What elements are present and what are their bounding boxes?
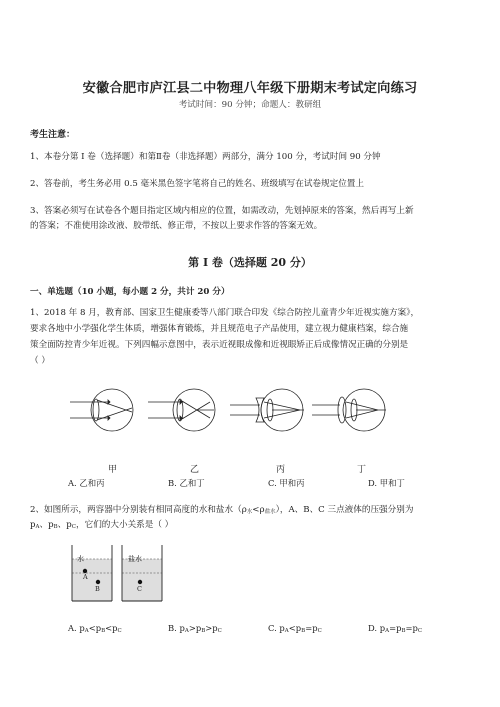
q2-option-b[interactable]: B. pA>pB>pC bbox=[168, 623, 222, 634]
section-title: 第 I 卷（选择题 20 分） bbox=[188, 256, 312, 269]
q2-line-2-end: ，它们的大小关系是（ ） bbox=[76, 520, 174, 530]
eye-diagram-ding bbox=[312, 389, 386, 431]
eye-diagram-jia bbox=[70, 389, 133, 431]
q1-option-b[interactable]: B. 乙和丁 bbox=[168, 478, 205, 488]
figure-label-bing: 丙 bbox=[276, 465, 286, 475]
eye-diagram-yi bbox=[148, 389, 215, 431]
q1-option-c[interactable]: C. 甲和丙 bbox=[268, 478, 305, 488]
q2-line-1-start: 2、如图所示，两容器中分别装有相同高度的水和盐水（ bbox=[30, 505, 242, 515]
q1-line-1: 1、2018 年 8 月，教育部、国家卫生健康委等八部门联合印发《综合防控儿童青少年近视实施方案》， bbox=[30, 308, 420, 318]
exam-subtitle: 考试时间：90 分钟；命题人：教研组 bbox=[178, 100, 322, 110]
q2-line-2: pA、pB、pC，它们的大小关系是（ ） bbox=[30, 520, 174, 530]
q2-line-1-end: ），A、B、C 三点液体的压强分别为 bbox=[275, 505, 414, 515]
part-heading: 一、单选题（10 小题，每小题 2 分，共计 20 分） bbox=[30, 287, 230, 297]
rho-salt: ρ盐水 bbox=[259, 505, 276, 515]
q1-option-a[interactable]: A. 乙和丙 bbox=[68, 478, 105, 488]
figure-label-ding: 丁 bbox=[357, 465, 367, 475]
q1-line-4: （ ） bbox=[30, 356, 50, 366]
label-saltwater: 盐水 bbox=[128, 555, 142, 563]
q2-line-1: 2、如图所示，两容器中分别装有相同高度的水和盐水（ρ水<ρ盐水），A、B、C 三点液体的压强分别为 bbox=[30, 505, 414, 515]
q1-option-d[interactable]: D. 甲和丁 bbox=[368, 478, 405, 488]
label-water: 水 bbox=[77, 555, 84, 563]
q2-option-a[interactable]: A. pA<pB<pC bbox=[68, 623, 122, 634]
figure-label-yi: 乙 bbox=[190, 465, 200, 475]
label-point-b: B bbox=[95, 585, 100, 593]
q1-line-3: 策全面防控青少年近视。下列四幅示意图中，表示近视眼成像和近视眼矫正后成像情况正确的分别是 bbox=[30, 340, 409, 350]
q2-option-c[interactable]: C. pA<pB=pC bbox=[268, 623, 322, 634]
eye-diagram-bing bbox=[230, 389, 304, 431]
q2-option-d[interactable]: D. pA=pB=pC bbox=[368, 623, 423, 634]
notice-heading: 考生注意： bbox=[30, 130, 76, 140]
label-point-c: C bbox=[137, 585, 142, 593]
notice-item-3-cont: 的答案；不准使用涂改液、胶带纸、修正带，不按以上要求作答的答案无效。 bbox=[30, 221, 323, 231]
notice-item-2: 2、答卷前，考生务必用 0.5 毫米黑色签字笔将自己的姓名、班级填写在试卷规定位置上 bbox=[30, 179, 364, 189]
eye-diagrams bbox=[60, 378, 440, 458]
label-point-a: A bbox=[83, 573, 88, 581]
q1-line-2: 要求各地中小学强化学生体质，增强体育锻炼，并且规范电子产品使用，建立视力健康档案，综合施 bbox=[30, 324, 409, 334]
figure-label-jia: 甲 bbox=[108, 465, 118, 475]
notice-item-3: 3、答案必须写在试卷各个题目指定区域内相应的位置，如需改动，先划掉原来的答案，然后再写上新 bbox=[30, 206, 414, 216]
notice-item-1: 1、本卷分第 I 卷（选择题）和第Ⅱ卷（非选择题）两部分，满分 100 分，考试时间 90 分钟 bbox=[30, 152, 381, 162]
exam-title: 安徽合肥市庐江县二中物理八年级下册期末考试定向练习 bbox=[82, 81, 418, 96]
rho-water: ρ水 bbox=[241, 505, 253, 515]
